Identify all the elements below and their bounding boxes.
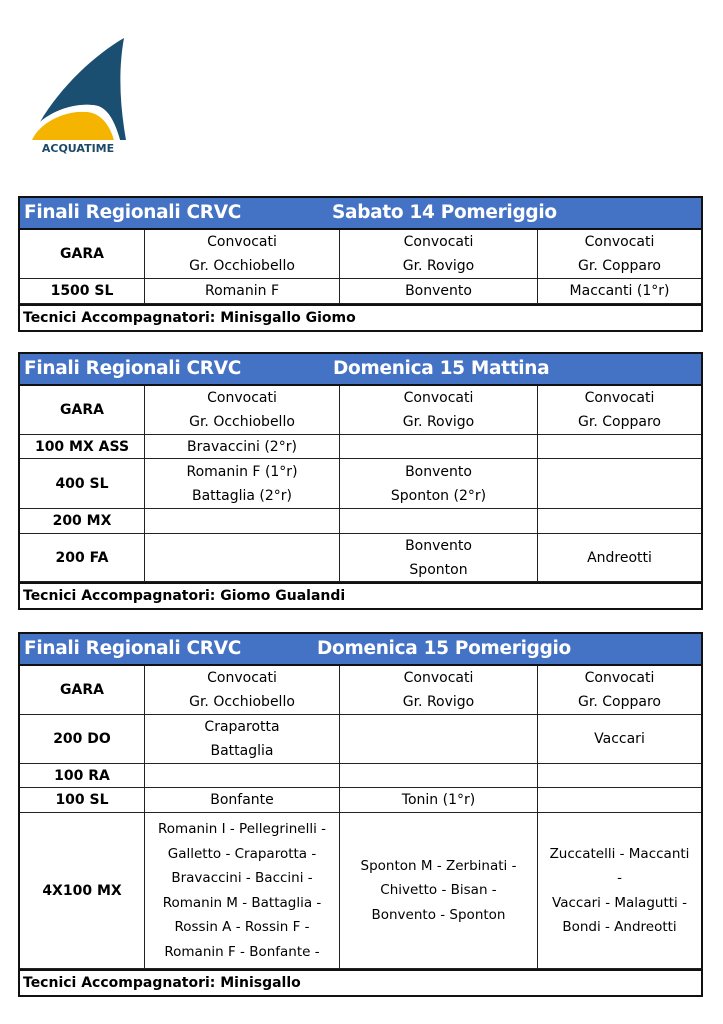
rovigo-cell: Bonvento bbox=[340, 279, 538, 303]
session-label: Sabato 14 Pomeriggio bbox=[332, 202, 557, 223]
column-header-row bbox=[20, 666, 701, 715]
column-header-copparo: Convocati Gr. Copparo bbox=[578, 234, 661, 274]
copparo-cell bbox=[538, 764, 701, 787]
column-header-row bbox=[20, 386, 701, 435]
coaches-footer: Tecnici Accompagnatori: Minisgallo Giomo bbox=[20, 304, 701, 330]
column-header-occhiobello: Convocati Gr. Occhiobello bbox=[145, 386, 340, 434]
rovigo-cell: Sponton M - Zerbinati - Chivetto - Bisan - Bonvento - Sponton bbox=[340, 813, 538, 968]
occhiobello-cell bbox=[145, 764, 340, 787]
table-header bbox=[20, 354, 701, 386]
session-label: Domenica 15 Pomeriggio bbox=[317, 638, 571, 659]
column-header-gara: GARA bbox=[20, 666, 145, 714]
rovigo-cell: Bonvento Sponton (2°r) bbox=[340, 459, 538, 508]
rovigo-cell: Bonvento Sponton bbox=[340, 534, 538, 581]
schedule-table-domenica-pomeriggio bbox=[18, 632, 703, 997]
copparo-cell: Vaccari bbox=[594, 731, 645, 747]
table-row bbox=[20, 813, 701, 969]
rovigo-cell bbox=[340, 764, 538, 787]
column-header-copparo: Convocati Gr. Copparo bbox=[578, 670, 661, 710]
coaches-footer: Tecnici Accompagnatori: Minisgallo bbox=[20, 969, 701, 995]
occhiobello-cell: Romanin I - Pellegrinelli - Galletto - Craparotta - Bravaccini - Baccini - Romanin M - Battaglia - Rossin A - Rossin F - Romanin F - Bonfante - bbox=[145, 813, 340, 968]
event-cell: 200 MX bbox=[20, 509, 145, 533]
event-cell: 100 RA bbox=[20, 764, 145, 787]
rovigo-cell bbox=[340, 435, 538, 458]
table-row bbox=[20, 715, 701, 764]
event-cell: 100 SL bbox=[20, 788, 145, 812]
event-cell: 4X100 MX bbox=[20, 813, 145, 968]
occhiobello-cell bbox=[145, 509, 340, 533]
table-header bbox=[20, 198, 701, 230]
copparo-cell: Andreotti bbox=[587, 549, 652, 566]
table-row bbox=[20, 788, 701, 813]
event-cell: 100 MX ASS bbox=[20, 435, 145, 458]
event-cell: 200 FA bbox=[20, 534, 145, 581]
table-row bbox=[20, 764, 701, 788]
fin-logo-icon bbox=[26, 36, 130, 146]
logo-text: ACQUATIME bbox=[41, 142, 115, 155]
event-cell: 400 SL bbox=[20, 459, 145, 508]
occhiobello-cell: Craparotta Battaglia bbox=[145, 715, 340, 763]
column-header-copparo: Convocati Gr. Copparo bbox=[578, 390, 661, 430]
column-header-gara: GARA bbox=[20, 230, 145, 278]
copparo-cell bbox=[538, 509, 701, 533]
occhiobello-cell: Romanin F bbox=[145, 279, 340, 303]
column-header-rovigo: Convocati Gr. Rovigo bbox=[340, 666, 538, 714]
column-header-gara: GARA bbox=[20, 386, 145, 434]
coaches-footer: Tecnici Accompagnatori: Giomo Gualandi bbox=[20, 582, 701, 608]
table-row bbox=[20, 459, 701, 509]
schedule-table-sabato-pomeriggio bbox=[18, 196, 703, 332]
occhiobello-cell: Bonfante bbox=[145, 788, 340, 812]
column-header-rovigo: Convocati Gr. Rovigo bbox=[340, 386, 538, 434]
copparo-cell bbox=[538, 435, 701, 458]
copparo-cell: Zuccatelli - Maccanti - Vaccari - Malagutti - Bondi - Andreotti bbox=[549, 845, 690, 935]
table-title: Finali Regionali CRVC bbox=[24, 358, 242, 379]
rovigo-cell bbox=[340, 509, 538, 533]
table-title: Finali Regionali CRVC bbox=[24, 202, 242, 223]
table-header bbox=[20, 634, 701, 666]
acquatime-logo bbox=[26, 36, 130, 158]
occhiobello-cell bbox=[145, 534, 340, 581]
table-row bbox=[20, 534, 701, 582]
session-label: Domenica 15 Mattina bbox=[333, 358, 550, 379]
column-header-row bbox=[20, 230, 701, 279]
occhiobello-cell: Bravaccini (2°r) bbox=[145, 435, 340, 458]
table-row bbox=[20, 509, 701, 534]
copparo-cell bbox=[538, 459, 701, 508]
column-header-rovigo: Convocati Gr. Rovigo bbox=[340, 230, 538, 278]
copparo-cell: Maccanti (1°r) bbox=[569, 283, 670, 299]
column-header-occhiobello: Convocati Gr. Occhiobello bbox=[145, 230, 340, 278]
table-row bbox=[20, 435, 701, 459]
table-row bbox=[20, 279, 701, 304]
table-title: Finali Regionali CRVC bbox=[24, 638, 242, 659]
column-header-occhiobello: Convocati Gr. Occhiobello bbox=[145, 666, 340, 714]
schedule-table-domenica-mattina bbox=[18, 352, 703, 610]
occhiobello-cell: Romanin F (1°r) Battaglia (2°r) bbox=[145, 459, 340, 508]
event-cell: 1500 SL bbox=[20, 279, 145, 303]
rovigo-cell bbox=[340, 715, 538, 763]
event-cell: 200 DO bbox=[20, 715, 145, 763]
copparo-cell bbox=[538, 788, 701, 812]
rovigo-cell: Tonin (1°r) bbox=[340, 788, 538, 812]
